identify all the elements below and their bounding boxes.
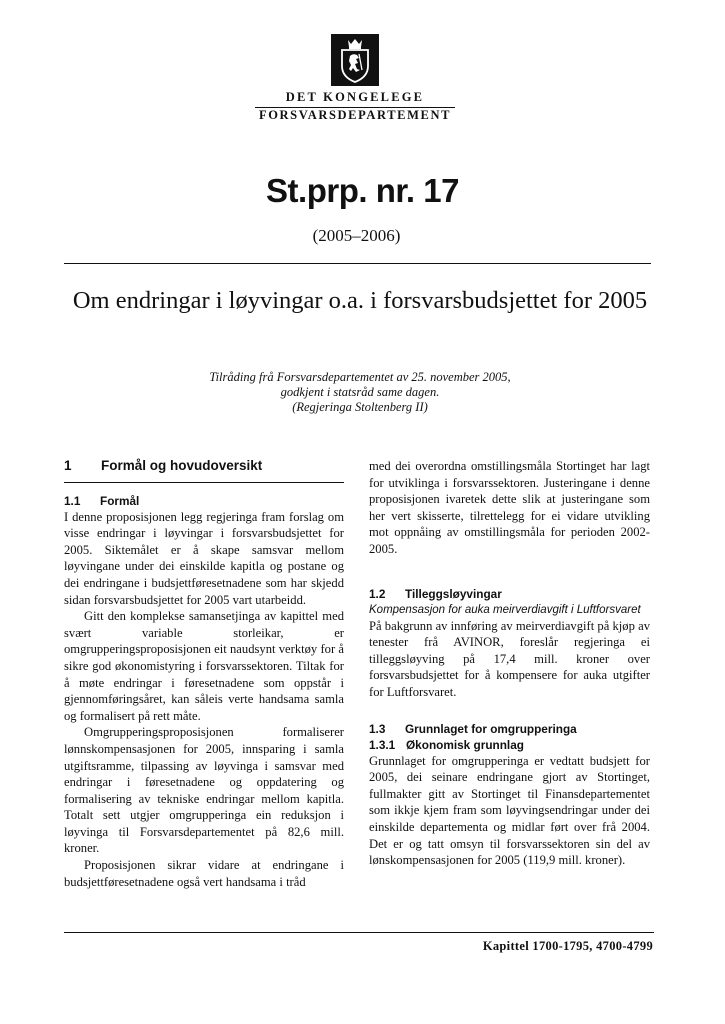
department-name-line2: FORSVARSDEPARTEMENT — [258, 108, 452, 122]
title-divider — [64, 263, 651, 264]
chapter-footer: Kapittel 1700-1795, 4700-4799 — [482, 939, 653, 953]
section-title: Formål og hovudoversikt — [101, 458, 263, 473]
recommendation-line: Tilråding frå Forsvarsdepartementet av 25. november 2005, — [209, 370, 511, 384]
paragraph: Gitt den komplekse samansetjinga av kapittel med svært variable storleikar, er omgrupperingsproposisjonen eit naudsynt verktøy for å sikre god økonomistyring i forsvarssektoren. Tiltak for å møte endringar i føresetnadene som oppstår i gjennomføringsåret, kan såleis verte handsama samla og formalisert på rett måte. — [64, 609, 344, 723]
coat-of-arms-icon — [331, 34, 379, 86]
section-title: Formål — [100, 493, 140, 508]
proposition-number: St.prp. nr. 17 — [266, 172, 459, 209]
document-title: Om endringar i løyvingar o.a. i forsvarsbudsjettet for 2005 — [72, 287, 648, 314]
department-name-line1: DET KONGELEGE — [285, 90, 425, 104]
paragraph: I denne proposisjonen legg regjeringa fram forslag om visse endringar i løyvingar i forsvarsbudsjettet for 2005. Siktemålet er å skape samsvar mellom løyvingane under dei einskilde kapitla og postane og dei endringane i budsjettføresetnadene som har skjedd sidan forsvarsbudsjettet for 2005 vart utarbeidd. — [64, 509, 344, 607]
footer-divider — [64, 932, 654, 933]
recommendation-block — [150, 370, 570, 415]
recommendation-line: godkjent i statsråd same dagen. — [280, 385, 440, 399]
section-number: 1.1 — [64, 493, 81, 508]
section-number: 1 — [64, 458, 72, 473]
recommendation-line: (Regjeringa Stoltenberg II) — [292, 400, 428, 414]
section-title: Grunnlaget for omgrupperinga — [405, 721, 577, 736]
session-years: (2005–2006) — [312, 226, 401, 245]
paragraph: Omgrupperingsproposisjonen formaliserer lønnskompensasjonen for 2005, innsparing i samla utgiftsramme, tilpassing av løyvinga i samsvar med endringar i føresetnadene og oppdatering og formalisering av tekniske endringar mellom kapitla. Totalt sett utgjer omgrupperinga ein reduksjon i løyvinga til Forsvarsdepartementet på 82,6 mill. kroner. — [64, 725, 344, 856]
section-number: 1.3.1 — [369, 737, 396, 752]
section-number: 1.2 — [369, 586, 386, 601]
paragraph: Proposisjonen sikrar vidare at endringane i budsjettføresetnadene også vert handsama i tråd — [64, 858, 344, 889]
left-column — [64, 458, 344, 890]
section-title: Tilleggsløyvingar — [405, 586, 502, 601]
section-1-3-1-heading — [369, 737, 650, 753]
right-column — [369, 458, 650, 869]
section-1-1-heading — [64, 493, 344, 509]
paragraph: med dei overordna omstillingsmåla Stortinget har lagt for utviklinga i forsvarssektoren. Justeringane i denne proposisjonen ivaretek dette slik at justeringane som her vert skisserte, tilrettelegg for ei vidare utvikling mot oppnåing av omstillingsmåla for perioden 2002-2005. — [369, 459, 650, 556]
section-title: Økonomisk grunnlag — [406, 737, 524, 752]
section-number: 1.3 — [369, 721, 386, 736]
section-1-heading — [64, 458, 344, 483]
paragraph: På bakgrunn av innføring av meirverdiavgift på kjøp av tenester frå AVINOR, foreslår regjeringa ei tilleggsløyving på 17,4 mill. kroner over forsvarsbudsjettet for å kompensere for auka utgifter for Luftforsvaret. — [369, 618, 650, 699]
section-subtitle: Kompensasjon for auka meirverdiavgift i Luftforsvaret — [369, 603, 641, 616]
section-1-2-heading — [369, 586, 650, 602]
paragraph: Grunnlaget for omgrupperinga er vedtatt budsjett for 2005, dei seinare endringane gjort av Stortinget, fullmakter gitt av Stortinget til Finansdepartementet som ikkje kjem fram som løyvingsendringar under dei einskilde departementa og midlar ført over frå 2004. Det er og tatt omsyn til forsvarssektoren sin del av lønskompensasjonen for 2005 (119,9 mill. kroner). — [369, 753, 650, 868]
section-1-3-heading — [369, 721, 650, 737]
